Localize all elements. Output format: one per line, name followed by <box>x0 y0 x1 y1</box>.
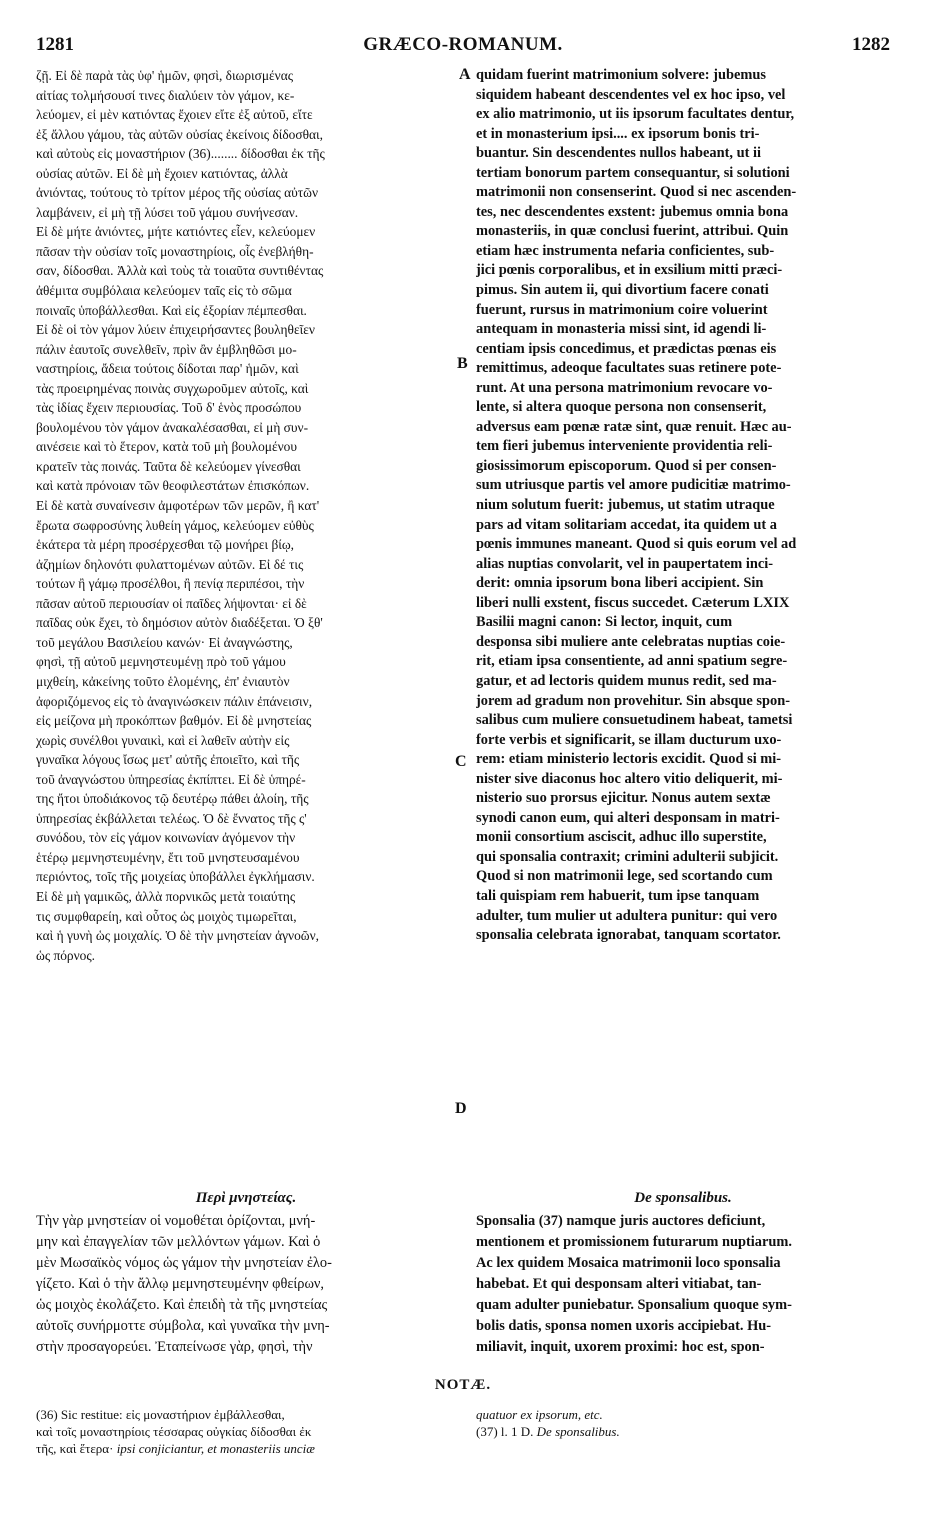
greek-text-line: κρατεῖν τὰς ποινάς. Ταῦτα δὲ κελεύομεν γίνεσθαι <box>36 458 301 474</box>
greek-text-line: λαμβάνειν, εἰ μὴ τῇ λύσει τοῦ γάμου συνήνεσαν. <box>36 204 299 220</box>
latin-text-line: rem: etiam ministerio lectoris excidit. Quod si mi- <box>476 751 782 768</box>
latin-section-heading: De sponsalibus. <box>634 1190 732 1206</box>
greek-text-line: ναστηρίοις, ἄδεια τούτοις δίδοται παρ' ἡμῶν, καὶ <box>36 361 299 377</box>
greek-text-line: μιχθείη, κἀκείνης τοῦτο ἑλομένης, ἐπ' ἐνιαυτὸν <box>36 673 290 689</box>
latin-section <box>476 1189 890 1358</box>
latin-text-line: giosissimorum episcoporum. Quod si per consen- <box>476 457 777 474</box>
greek-text-line: ζῇ. Εἰ δὲ παρὰ τὰς ὑφ' ἡμῶν, φησὶ, διωρισμένας <box>36 68 294 83</box>
latin-section-line: habebat. Et qui desponsam alteri vitiabat, tan- <box>476 1276 762 1292</box>
latin-text-line: derit: omnia ipsorum bona liberi accipient. Sin <box>476 575 764 592</box>
latin-text-line: runt. At una persona matrimonium revocare vo- <box>476 379 773 396</box>
latin-text-line: ex alio matrimonio, ut iis ipsorum facultates dentur, <box>476 106 795 123</box>
greek-text-line: τις συμφθαρείη, καὶ οὗτος ὡς μοιχὸς τιμωρεῖται, <box>36 908 297 924</box>
latin-text-line: monii consortium asciscit, adhuc illo superstite, <box>476 829 767 846</box>
greek-section-line: ὡς μοιχὸς ἐκολάζετο. Καὶ ἐπειδὴ τὰ τῆς μνηστείας <box>36 1297 328 1313</box>
notes-left <box>36 1406 456 1457</box>
page-number-left: 1281 <box>36 34 74 55</box>
page-header <box>36 34 890 64</box>
note-37-ref: (37) l. 1 D. <box>476 1424 537 1439</box>
note-36-latin: ipsi conjiciantur, et monasteriis unciæ <box>113 1441 315 1456</box>
latin-section-line: bolis datis, sponsa nomen uxoris accipiebat. Hu- <box>476 1318 772 1334</box>
latin-main-column <box>476 66 890 946</box>
latin-text-line: jorem ad gradum non provehitur. Sin absque spon- <box>476 692 791 709</box>
latin-text-line: monasteriis, in quæ conclusi fuerint, attribui. Quin <box>476 223 789 240</box>
latin-text-line: quidam fuerint matrimonium solvere: jubemus <box>476 67 766 83</box>
latin-text-line: et in monasterium ipsi.... ex ipsorum bonis tri- <box>476 125 760 142</box>
note-36-greek: τῆς, καὶ ἕτερα· <box>36 1441 114 1456</box>
greek-text-line: αινέσειε καὶ τὸ ἕτερον, κατὰ τοῦ μὴ βουλομένου <box>36 439 297 455</box>
latin-text-line: sum utriusque partis vel amore pudicitiæ matrimo- <box>476 477 791 494</box>
greek-text-line: ἐξ ἄλλου γάμου, τὰς αὐτῶν οὐσίας ἐκείνοις δίδοσθαι, <box>36 126 323 142</box>
greek-section-line: μὲν Μωσαϊκὸς νόμος ὡς γάμον τὴν μνηστείαν ἐλο- <box>36 1255 332 1271</box>
greek-text-line: γυναῖκα λόγους ἴσως μετ' αὐτῆς ἐποιεῖτο, καὶ τῆς <box>36 752 300 768</box>
greek-text-line: καὶ κατὰ πρόνοιαν τῶν θεοφιλεστάτων ἐπισκόπων. <box>36 478 310 494</box>
margin-mark-c: C <box>455 753 467 770</box>
notes-heading: NOTÆ. <box>434 1377 492 1393</box>
greek-text-line: οὐσίας αὐτῶν. Εἰ δὲ μὴ ἔχοιεν κατιόντας, ἀλλὰ <box>36 165 288 181</box>
greek-section-body <box>36 1211 456 1358</box>
latin-text-line: nium solutum fuerit: jubemus, ut statim utraque <box>476 497 775 514</box>
latin-text-line: buantur. Sin descendentes nullos habeant, ut ii <box>476 145 761 162</box>
latin-text-line: tertiam bonorum partem consequantur, si solutioni <box>476 164 790 181</box>
greek-text-line: χωρὶς συνέλθοι γυναικὶ, καὶ εἰ λαθεῖν αὐτὴν εἰς <box>36 732 290 748</box>
note-36-continued: quatuor ex ipsorum, etc. <box>476 1407 603 1422</box>
note-37-title: De sponsalibus. <box>536 1424 620 1439</box>
latin-section-line: mentionem et promissionem futurarum nuptiarum. <box>476 1234 792 1250</box>
latin-section-line: Sponsalia (37) namque juris auctores deficiunt, <box>476 1213 766 1229</box>
latin-text-line: antequam in monasteria missi sint, id agendi li- <box>476 321 767 338</box>
greek-text-line: καὶ αὐτοὺς εἰς μοναστήριον (36)........ δίδοσθαι ἐκ τῆς <box>36 146 325 162</box>
latin-text-line: tes, nec descendentes exstent: jubemus omnia bona <box>476 203 789 220</box>
greek-text-line: Εἰ δὲ μήτε ἀνιόντες, μήτε κατιόντες εἶεν, κελεύομεν <box>36 224 316 240</box>
latin-text-line: salibus cum muliere consuetudinem habeat, tametsi <box>476 712 793 729</box>
greek-text-line: πᾶσαν αὐτοῦ περιουσίαν οἱ παῖδες λήψονται· εἰ δὲ <box>36 595 307 611</box>
latin-text-line: adulter, tum mulier ut adultera punitur: qui vero <box>476 907 778 924</box>
greek-text-line: ἀζημίων δηλονότι φυλαττομένων αὐτῶν. Εἰ δέ τις <box>36 556 304 572</box>
latin-text-line: synodi canon eum, qui alteri desponsam in matri- <box>476 809 780 826</box>
latin-text-line: desponsa sibi muliere ante celebratas nuptias coie- <box>476 633 786 650</box>
note-37 <box>476 1423 890 1440</box>
latin-text-line: sponsalia celebrata ignorabat, tanquam scortator. <box>476 927 781 944</box>
latin-text-line: jici pœnis corporalibus, et in exsilium mitti præci- <box>476 262 783 279</box>
greek-text-line: τοῦ ἀναγνώστου ὑπηρεσίας ἐκπίπτει. Εἰ δὲ ὑπηρέ- <box>36 771 306 787</box>
greek-text-line: τούτων ἢ γάμῳ προσέλθοι, ἢ πενίᾳ περιπέσοι, τὴν <box>36 576 305 592</box>
latin-text-line: matrimonii non consenserint. Quod si nec ascenden- <box>476 184 797 201</box>
greek-text-line: τὰς προειρημένας ποινὰς συγχωροῦμεν αὐτοῖς, καὶ <box>36 380 309 396</box>
margin-mark-b: B <box>457 355 468 372</box>
margin-mark-a: A <box>459 66 471 83</box>
greek-text-line: καὶ ἡ γυνὴ ὡς μοιχαλίς. Ὁ δὲ τὴν μνηστείαν ἀγνοῶν, <box>36 928 319 944</box>
latin-text-line: forte verbis et significarit, se illam ducturum uxo- <box>476 731 782 748</box>
latin-text-line: alias nuptias convolarit, vel in paupertatem inci- <box>476 555 774 572</box>
latin-text-line: tem fieri jubemus interveniente providentia reli- <box>476 438 773 455</box>
latin-text-line: rit, etiam ipsa consentiente, ad anni spatium segre- <box>476 653 788 670</box>
greek-text-line: ἀφοριζόμενος εἰς τὸ ἀναγινώσκειν πάλιν ἐπάνεισιν, <box>36 693 313 709</box>
greek-text-line: περιόντος, τοῖς τῆς μοιχείας ὑποβάλλει ἐγκλήμασιν. <box>36 869 315 885</box>
greek-text-line: τοῦ μεγάλου Βασιλείου κανών· Εἰ ἀναγνώστης, <box>36 634 293 650</box>
greek-section-heading: Περὶ μνηστείας. <box>195 1190 297 1206</box>
greek-text-line: εἰς μείζονα μὴ προκόπτων βαθμόν. Εἰ δὲ μνηστείας <box>36 713 312 729</box>
greek-section-line: μην καὶ ἐπαγγελίαν τῶν μελλόντων γάμων. Καὶ ὁ <box>36 1234 321 1250</box>
latin-text-line: siquidem habeant descendentes vel ex hoc ipso, vel <box>476 86 786 103</box>
notes-right <box>476 1406 890 1440</box>
page-number-right: 1282 <box>852 34 890 55</box>
greek-text-line: ἀνιόντας, τούτους τὸ τρίτον μέρος τῆς οὐσίας αὐτῶν <box>36 185 319 201</box>
greek-text-line: συνόδου, τὸν εἰς γάμον κοινωνίαν ἀγόμενον τὴν <box>36 830 296 846</box>
greek-text-line: αἰτίας τολμήσουσί τινες διαλύειν τὸν γάμον, κε- <box>36 87 295 103</box>
latin-text-line: lente, si altera quoque persona non consenserit, <box>476 399 767 416</box>
greek-section <box>36 1189 456 1358</box>
greek-text-line: φησὶ, τῇ αὐτοῦ μεμνηστευμένῃ πρὸ τοῦ γάμου <box>36 654 286 670</box>
greek-text-line: Εἰ δὲ κατὰ συναίνεσιν ἀμφοτέρων τῶν μερῶν, ἢ κατ' <box>36 498 320 514</box>
note-36-line-3 <box>36 1440 456 1457</box>
greek-text-line: σαν, δίδοσθαι. Ἀλλὰ καὶ τοὺς τὰ τοιαῦτα συντιθέντας <box>36 263 324 279</box>
latin-text-line: qui sponsalia contraxit; crimini adulterii subjicit. <box>476 848 779 865</box>
greek-section-line: αὐτοῖς συνήρμοττε σύμβολα, καὶ γυναῖκα τὴν μνη- <box>36 1318 330 1334</box>
latin-text-line: nister sive diaconus hoc altero vitio deliquerit, mi- <box>476 770 783 787</box>
latin-text-line: Quod si non matrimonii lege, sed scortando cum <box>476 868 773 885</box>
latin-text-line: pars ad vitam solitariam accedat, ita quidem ut a <box>476 516 777 533</box>
latin-text-line: adversus eam pœnæ ratæ sint, quæ renuit. Hæc au- <box>476 418 792 435</box>
latin-text-line: fuerunt, rursus in matrimonium coire voluerint <box>476 301 768 318</box>
latin-text-line: centiam ipsis concedimus, et prædictas pœnas eis <box>476 340 777 357</box>
greek-text-line: λεύομεν, εἰ μὲν κατιόντας ἔχοιεν εἴτε ἐξ αὐτοῦ, εἴτε <box>36 107 313 123</box>
latin-section-body <box>476 1211 890 1358</box>
note-36-line-2: καὶ τοῖς μοναστηρίοις τέσσαρας οὐγκίας δίδοσθαι ἐκ <box>36 1424 312 1439</box>
greek-text-line: ποιναῖς ὑποβάλλεσθαι. Καὶ εἰς ἐξορίαν πέμπεσθαι. <box>36 302 307 318</box>
greek-text-line: βουλομένου τὸν γάμον ἀνακαλέσασθαι, εἰ μὴ συν- <box>36 419 309 435</box>
latin-section-line: quam adulter puniebatur. Sponsalium quoque sym- <box>476 1297 792 1313</box>
greek-text-line: πᾶσαν τὴν οὐσίαν τοῖς μοναστηρίοις, οἷς ἐνεβλήθη- <box>36 243 314 259</box>
greek-text-line: ἀθέμιτα συμβόλαια κελεύομεν ταῖς εἰς τὸ σῶμα <box>36 283 292 299</box>
greek-text-line: παῖδας οὐκ ἔχει, τὸ δημόσιον αὐτὸν διαδέξεται. Ὁ ξθ' <box>36 615 323 631</box>
greek-section-line: στὴν προσαγορεύει. Ἐταπείνωσε γὰρ, φησὶ, τὴν <box>36 1339 313 1355</box>
greek-section-line: γίζετο. Καὶ ὁ τὴν ἄλλῳ μεμνηστευμένην φθείρων, <box>36 1276 325 1292</box>
greek-text-line: ὡς πόρνος. <box>36 947 96 963</box>
latin-text-line: Basilii magni canon: Si lector, inquit, cum <box>476 614 733 631</box>
latin-text-line: pimus. Sin autem ii, qui divortium facere conati <box>476 282 769 299</box>
running-title: GRÆCO-ROMANUM. <box>363 34 563 55</box>
latin-text-line: etiam hæc instrumenta nefaria conficientes, sub- <box>476 242 775 259</box>
latin-text-line: remittimus, adeoque facultates suas retinere pote- <box>476 360 782 377</box>
greek-section-line: Τὴν γὰρ μνηστείαν οἱ νομοθέται ὁρίζονται, μνή- <box>36 1213 316 1229</box>
latin-section-line: miliavit, inquit, uxorem proximi: hoc est, spon- <box>476 1339 765 1355</box>
latin-text-line: nisterio suo prorsus ejicitur. Nonus autem sextæ <box>476 790 771 807</box>
note-36-line-1: (36) Sic restitue: εἰς μοναστήριον ἐμβάλλεσθαι, <box>36 1407 285 1422</box>
greek-text-line: Εἰ δὲ οἱ τὸν γάμον λύειν ἐπιχειρήσαντες βουληθεῖεν <box>36 322 315 338</box>
latin-text-line: tali quispiam rem habuerit, tum ipse tanquam <box>476 887 760 904</box>
latin-section-line: Ac lex quidem Mosaica matrimonii loco sponsalia <box>476 1255 781 1271</box>
greek-text-line: Εἰ δὲ μὴ γαμικῶς, ἀλλὰ πορνικῶς μετὰ τοιαύτης <box>36 888 296 904</box>
greek-text-line: ἔρωτα σωφροσύνης λυθείη γάμος, κελεύομεν εὐθὺς <box>36 517 314 533</box>
greek-main-column <box>36 66 456 965</box>
greek-text-line: τὰς ἰδίας ἔχειν περιουσίας. Τοῦ δ' ἑνὸς προσώπου <box>36 400 302 416</box>
greek-text-line: ὑπηρεσίας ἐκβάλλεται τελέως. Ὁ δὲ ἔννατος τῆς ς' <box>36 810 307 826</box>
latin-text-line: pœnis immunes maneant. Quod si quis eorum vel ad <box>476 536 797 553</box>
greek-text-line: πάλιν ἑαυτοῖς συνελθεῖν, πρὶν ἂν ἐμβληθῶσι μο- <box>36 341 297 357</box>
greek-text-line: ἑτέρῳ μεμνηστευμένην, ἔτι τοῦ μνηστευσαμένου <box>36 849 300 865</box>
latin-text-line: gatur, et ad lectoris quidem munus redit, sed ma- <box>476 672 777 689</box>
greek-text-line: της ἤτοι ὑποδιάκονος τῷ δευτέρῳ πάθει ἁλοίη, τῆς <box>36 791 309 807</box>
greek-text-line: ἑκάτερα τὰ μέρη προσέρχεσθαι τῷ μονήρει βίῳ, <box>36 537 295 553</box>
margin-mark-d: D <box>455 1100 467 1117</box>
latin-text-line: liberi nulli exstent, fiscus succedet. Cæterum LXIX <box>476 594 790 611</box>
